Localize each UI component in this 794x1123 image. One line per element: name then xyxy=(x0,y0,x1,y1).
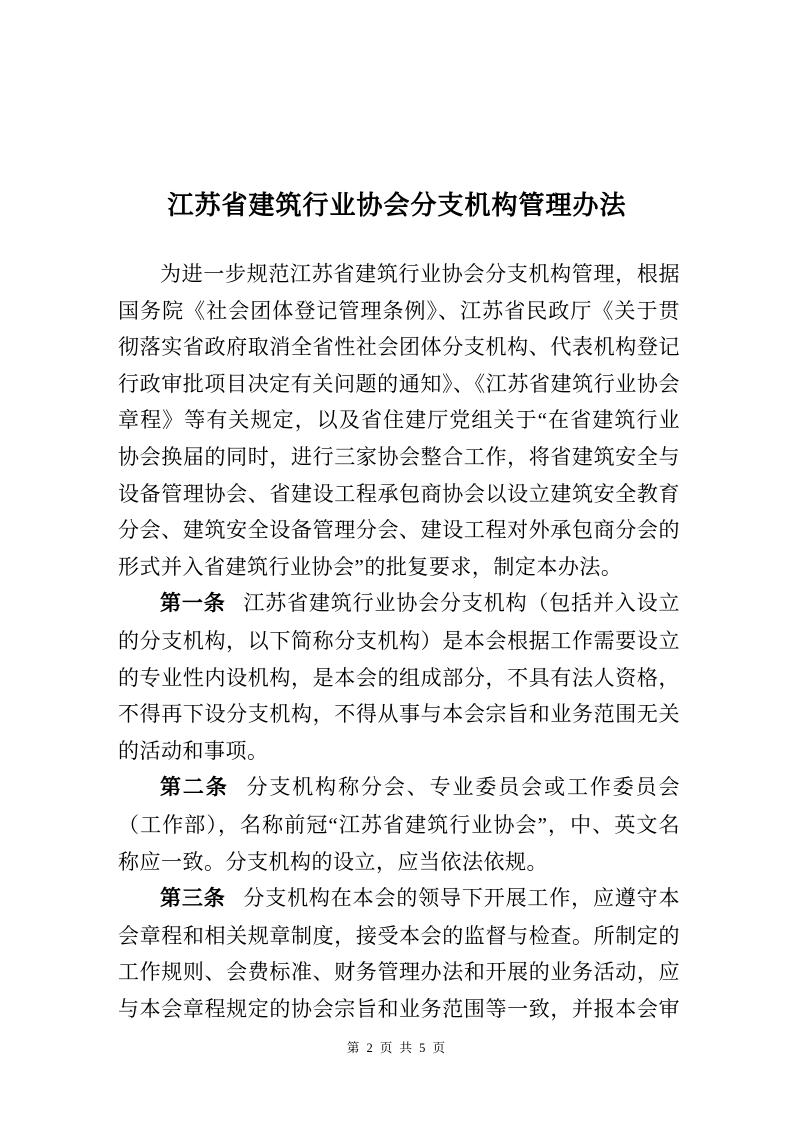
paragraph xyxy=(118,769,680,880)
paragraph xyxy=(118,585,680,769)
paragraph xyxy=(118,880,680,1027)
paragraph-text: 分支机构称分会、专业委员会或工作委员会（工作部），名称前冠“江苏省建筑行业协会”，中、英文名称应一致。分支机构的设立，应当依法依规。 xyxy=(118,775,681,874)
page-footer xyxy=(0,1038,794,1056)
paragraph xyxy=(118,256,680,585)
paragraph-text: 江苏省建筑行业协会分支机构（包括并入设立的分支机构，以下简称分支机构）是本会根据工作需要设立的专业性内设机构，是本会的组成部分，不具有法人资格，不得再下设分支机构，不得从事与本会宗旨和业务范围无关的活动和事项。 xyxy=(118,591,681,763)
page-title: 江苏省建筑行业协会分支机构管理办法 xyxy=(167,190,627,220)
paragraph-text: 分支机构在本会的领导下开展工作，应遵守本会章程和相关规章制度，接受本会的监督与检查。所制定的工作规则、会费标准、财务管理办法和开展的业务活动，应与本会章程规定的协会宗旨和业务范围等一致，并报本会审 xyxy=(118,886,681,1021)
page-number-label: 第 2 页 共 5 页 xyxy=(346,1041,448,1055)
document-body xyxy=(118,256,680,1027)
paragraph-heading: 第三条 xyxy=(160,887,226,911)
paragraph-text: 为进一步规范江苏省建筑行业协会分支机构管理，根据国务院《社会团体登记管理条例》、江苏省民政厅《关于贯彻落实省政府取消全省性社会团体分支机构、代表机构登记行政审批项目决定有关问题的通知》、《江苏省建筑行业协会章程》等有关规定，以及省住建厅党组关于“在省建筑行业协会换届的同时，进行三家协会整合工作，将省建筑安全与设备管理协会、省建设工程承包商协会以设立建筑安全教育分会、建筑安全设备管理分会、建设工程对外承包商分会的形式并入省建筑行业协会”的批复要求，制定本办法。 xyxy=(118,262,680,579)
paragraph-heading: 第一条 xyxy=(160,592,226,616)
paragraph-heading: 第二条 xyxy=(160,776,229,800)
